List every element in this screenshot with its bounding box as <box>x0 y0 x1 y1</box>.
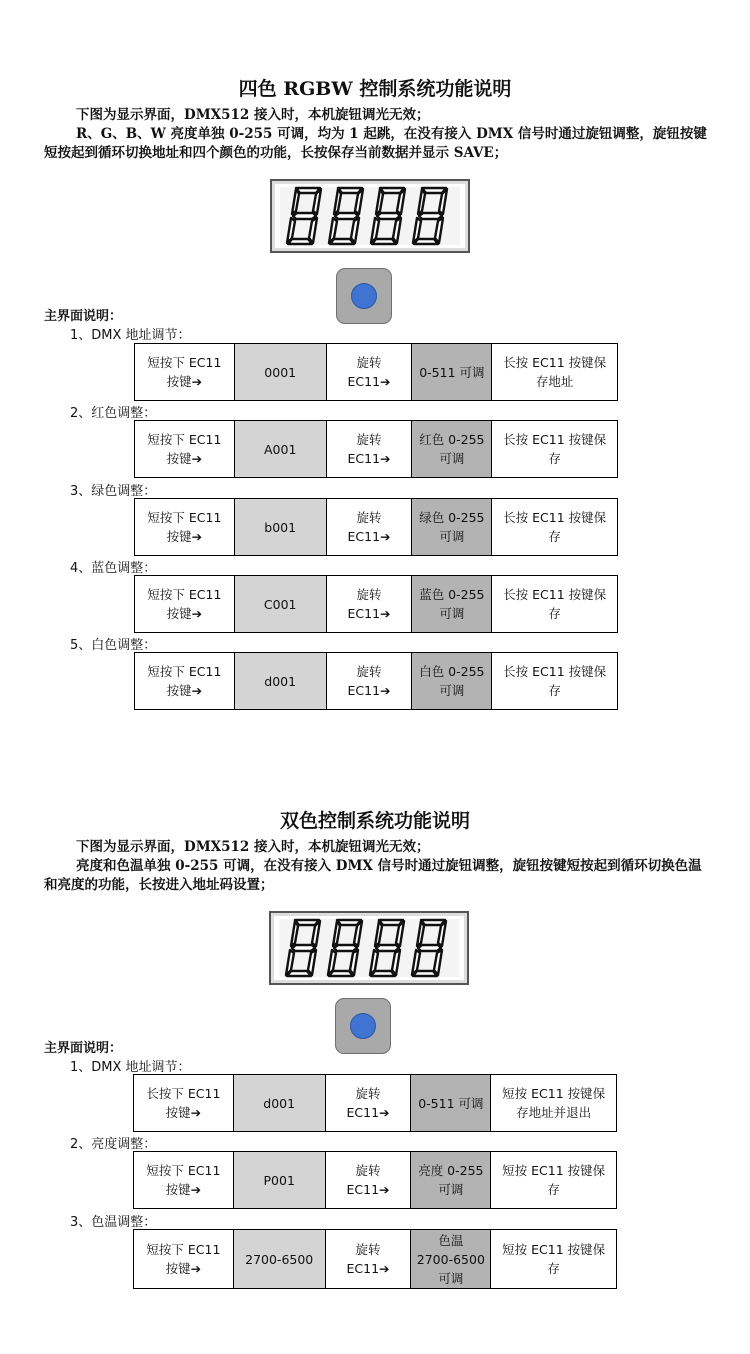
rotate-cell: 旋转 EC11➔ <box>326 344 412 400</box>
step-table-row <box>134 498 618 556</box>
digit-segment <box>351 218 359 243</box>
action-cell: 长按下 EC11 按键➔ <box>146 1086 221 1120</box>
digit-segment <box>418 189 425 214</box>
digit-segment <box>376 189 383 214</box>
save-cell: 长按 EC11 按键保 存 <box>491 576 617 632</box>
section2-description <box>44 838 712 895</box>
digit-segment <box>291 921 298 946</box>
section2-step-label: 1、DMX 地址调节： <box>70 1060 191 1075</box>
step-table-row <box>134 343 618 401</box>
section2-title: 双色控制系统功能说明 <box>279 810 470 832</box>
knob-dot-icon <box>351 283 377 309</box>
display-value-cell: 2700-6500 <box>233 1230 325 1288</box>
section2-line1: 下图为显示界面，DMX512 接入时，本机旋钮调光无效； <box>76 839 430 855</box>
section1-step-label: 4、蓝色调整： <box>70 561 157 576</box>
digit-segment <box>308 950 316 975</box>
section2-step-label: 2、亮度调整： <box>70 1137 157 1152</box>
section1-main-label: 主界面说明： <box>44 309 123 324</box>
digit-segment <box>334 945 357 951</box>
digit-segment <box>375 921 382 946</box>
rotate-cell: 旋转 EC11➔ <box>325 1152 411 1208</box>
digit-segment <box>377 213 400 219</box>
step-table-row <box>133 1151 617 1209</box>
digit-segment <box>309 218 317 243</box>
step-table-row <box>133 1074 617 1132</box>
digit-segment <box>393 218 401 243</box>
save-cell: 长按 EC11 按键保 存 <box>491 653 617 709</box>
step-table-row <box>134 575 618 633</box>
rotate-cell: 旋转 EC11➔ <box>326 421 412 477</box>
segment-display-2 <box>269 911 469 985</box>
display-value-cell: C001 <box>234 576 326 632</box>
digit-segment <box>333 921 340 946</box>
save-cell: 短按 EC11 按键保 存地址并退出 <box>490 1075 616 1131</box>
range-cell: 蓝色 0-255 可调 <box>411 576 491 632</box>
action-cell: 短按下 EC11 按键➔ <box>147 510 222 544</box>
rotate-cell: 旋转 EC11➔ <box>326 499 412 555</box>
digit-segment <box>376 945 399 951</box>
rotary-knob-button-1[interactable] <box>336 268 392 324</box>
display-value-cell: d001 <box>234 653 326 709</box>
seven-segment-digits <box>282 185 462 247</box>
save-cell: 长按 EC11 按键保 存地址 <box>491 344 617 400</box>
display-value-cell: P001 <box>233 1152 325 1208</box>
digit-segment <box>350 950 358 975</box>
range-cell: 亮度 0-255 可调 <box>410 1152 490 1208</box>
range-cell: 0-511 可调 <box>411 344 491 400</box>
digit-segment <box>293 213 316 219</box>
rotate-cell: 旋转 EC11➔ <box>326 653 412 709</box>
rotate-cell: 旋转 EC11➔ <box>325 1230 411 1288</box>
action-cell: 短按下 EC11 按键➔ <box>146 1242 221 1276</box>
digit-segment <box>434 950 442 975</box>
section1-line1: 下图为显示界面，DMX512 接入时，本机旋钮调光无效； <box>76 107 430 123</box>
rotate-cell: 旋转 EC11➔ <box>326 576 412 632</box>
action-cell: 短按下 EC11 按键➔ <box>147 355 222 389</box>
digit-segment <box>418 945 441 951</box>
save-cell: 长按 EC11 按键保 存 <box>491 421 617 477</box>
digit-segment <box>392 950 400 975</box>
section1-step-label: 1、DMX 地址调节： <box>70 328 191 343</box>
rotate-cell: 旋转 EC11➔ <box>325 1075 411 1131</box>
action-cell: 短按下 EC11 按键➔ <box>147 664 222 698</box>
range-cell: 0-511 可调 <box>410 1075 490 1131</box>
section1-description <box>44 106 712 163</box>
range-cell: 白色 0-255 可调 <box>411 653 491 709</box>
display-value-cell: 0001 <box>234 344 326 400</box>
step-table-row <box>133 1229 617 1289</box>
digit-segment <box>419 213 442 219</box>
digit-segment <box>292 189 299 214</box>
rotary-knob-button-2[interactable] <box>335 998 391 1054</box>
digit-segment <box>292 945 315 951</box>
knob-dot-icon <box>350 1013 376 1039</box>
save-cell: 短按 EC11 按键保 存 <box>490 1230 616 1288</box>
digit-segment <box>417 921 424 946</box>
section1-step-label: 5、白色调整： <box>70 638 157 653</box>
display-value-cell: A001 <box>234 421 326 477</box>
range-cell: 绿色 0-255 可调 <box>411 499 491 555</box>
section1-line2: R、G、B、W 亮度单独 0-255 可调，均为 1 起跳，在没有接入 DMX 信号时通过旋钮调整，旋钮按键短按起到循环切换地址和四个颜色的功能，长按保存当前数据并显示 SAVE； <box>44 126 707 161</box>
range-cell: 红色 0-255 可调 <box>411 421 491 477</box>
section1-step-label: 2、红色调整： <box>70 406 157 421</box>
action-cell: 短按下 EC11 按键➔ <box>146 1163 221 1197</box>
section2-step-label: 3、色温调整： <box>70 1215 157 1230</box>
section1-step-label: 3、绿色调整： <box>70 484 157 499</box>
seven-segment-digits <box>281 917 461 979</box>
section2-line2: 亮度和色温单独 0-255 可调，在没有接入 DMX 信号时通过旋钮调整，旋钮按键短按起到循环切换色温和亮度的功能，长按进入地址码设置； <box>44 858 702 893</box>
section1-title: 四色 RGBW 控制系统功能说明 <box>238 78 512 100</box>
step-table-row <box>134 652 618 710</box>
range-cell: 色温 2700-6500 可调 <box>410 1230 490 1288</box>
segment-display-1 <box>270 179 470 253</box>
digit-segment <box>335 213 358 219</box>
action-cell: 短按下 EC11 按键➔ <box>147 432 222 466</box>
step-table-row <box>134 420 618 478</box>
action-cell: 短按下 EC11 按键➔ <box>147 587 222 621</box>
display-value-cell: b001 <box>234 499 326 555</box>
save-cell: 短按 EC11 按键保 存 <box>490 1152 616 1208</box>
digit-segment <box>334 189 341 214</box>
digit-segment <box>435 218 443 243</box>
section2-main-label: 主界面说明： <box>44 1041 123 1056</box>
save-cell: 长按 EC11 按键保 存 <box>491 499 617 555</box>
display-value-cell: d001 <box>233 1075 325 1131</box>
